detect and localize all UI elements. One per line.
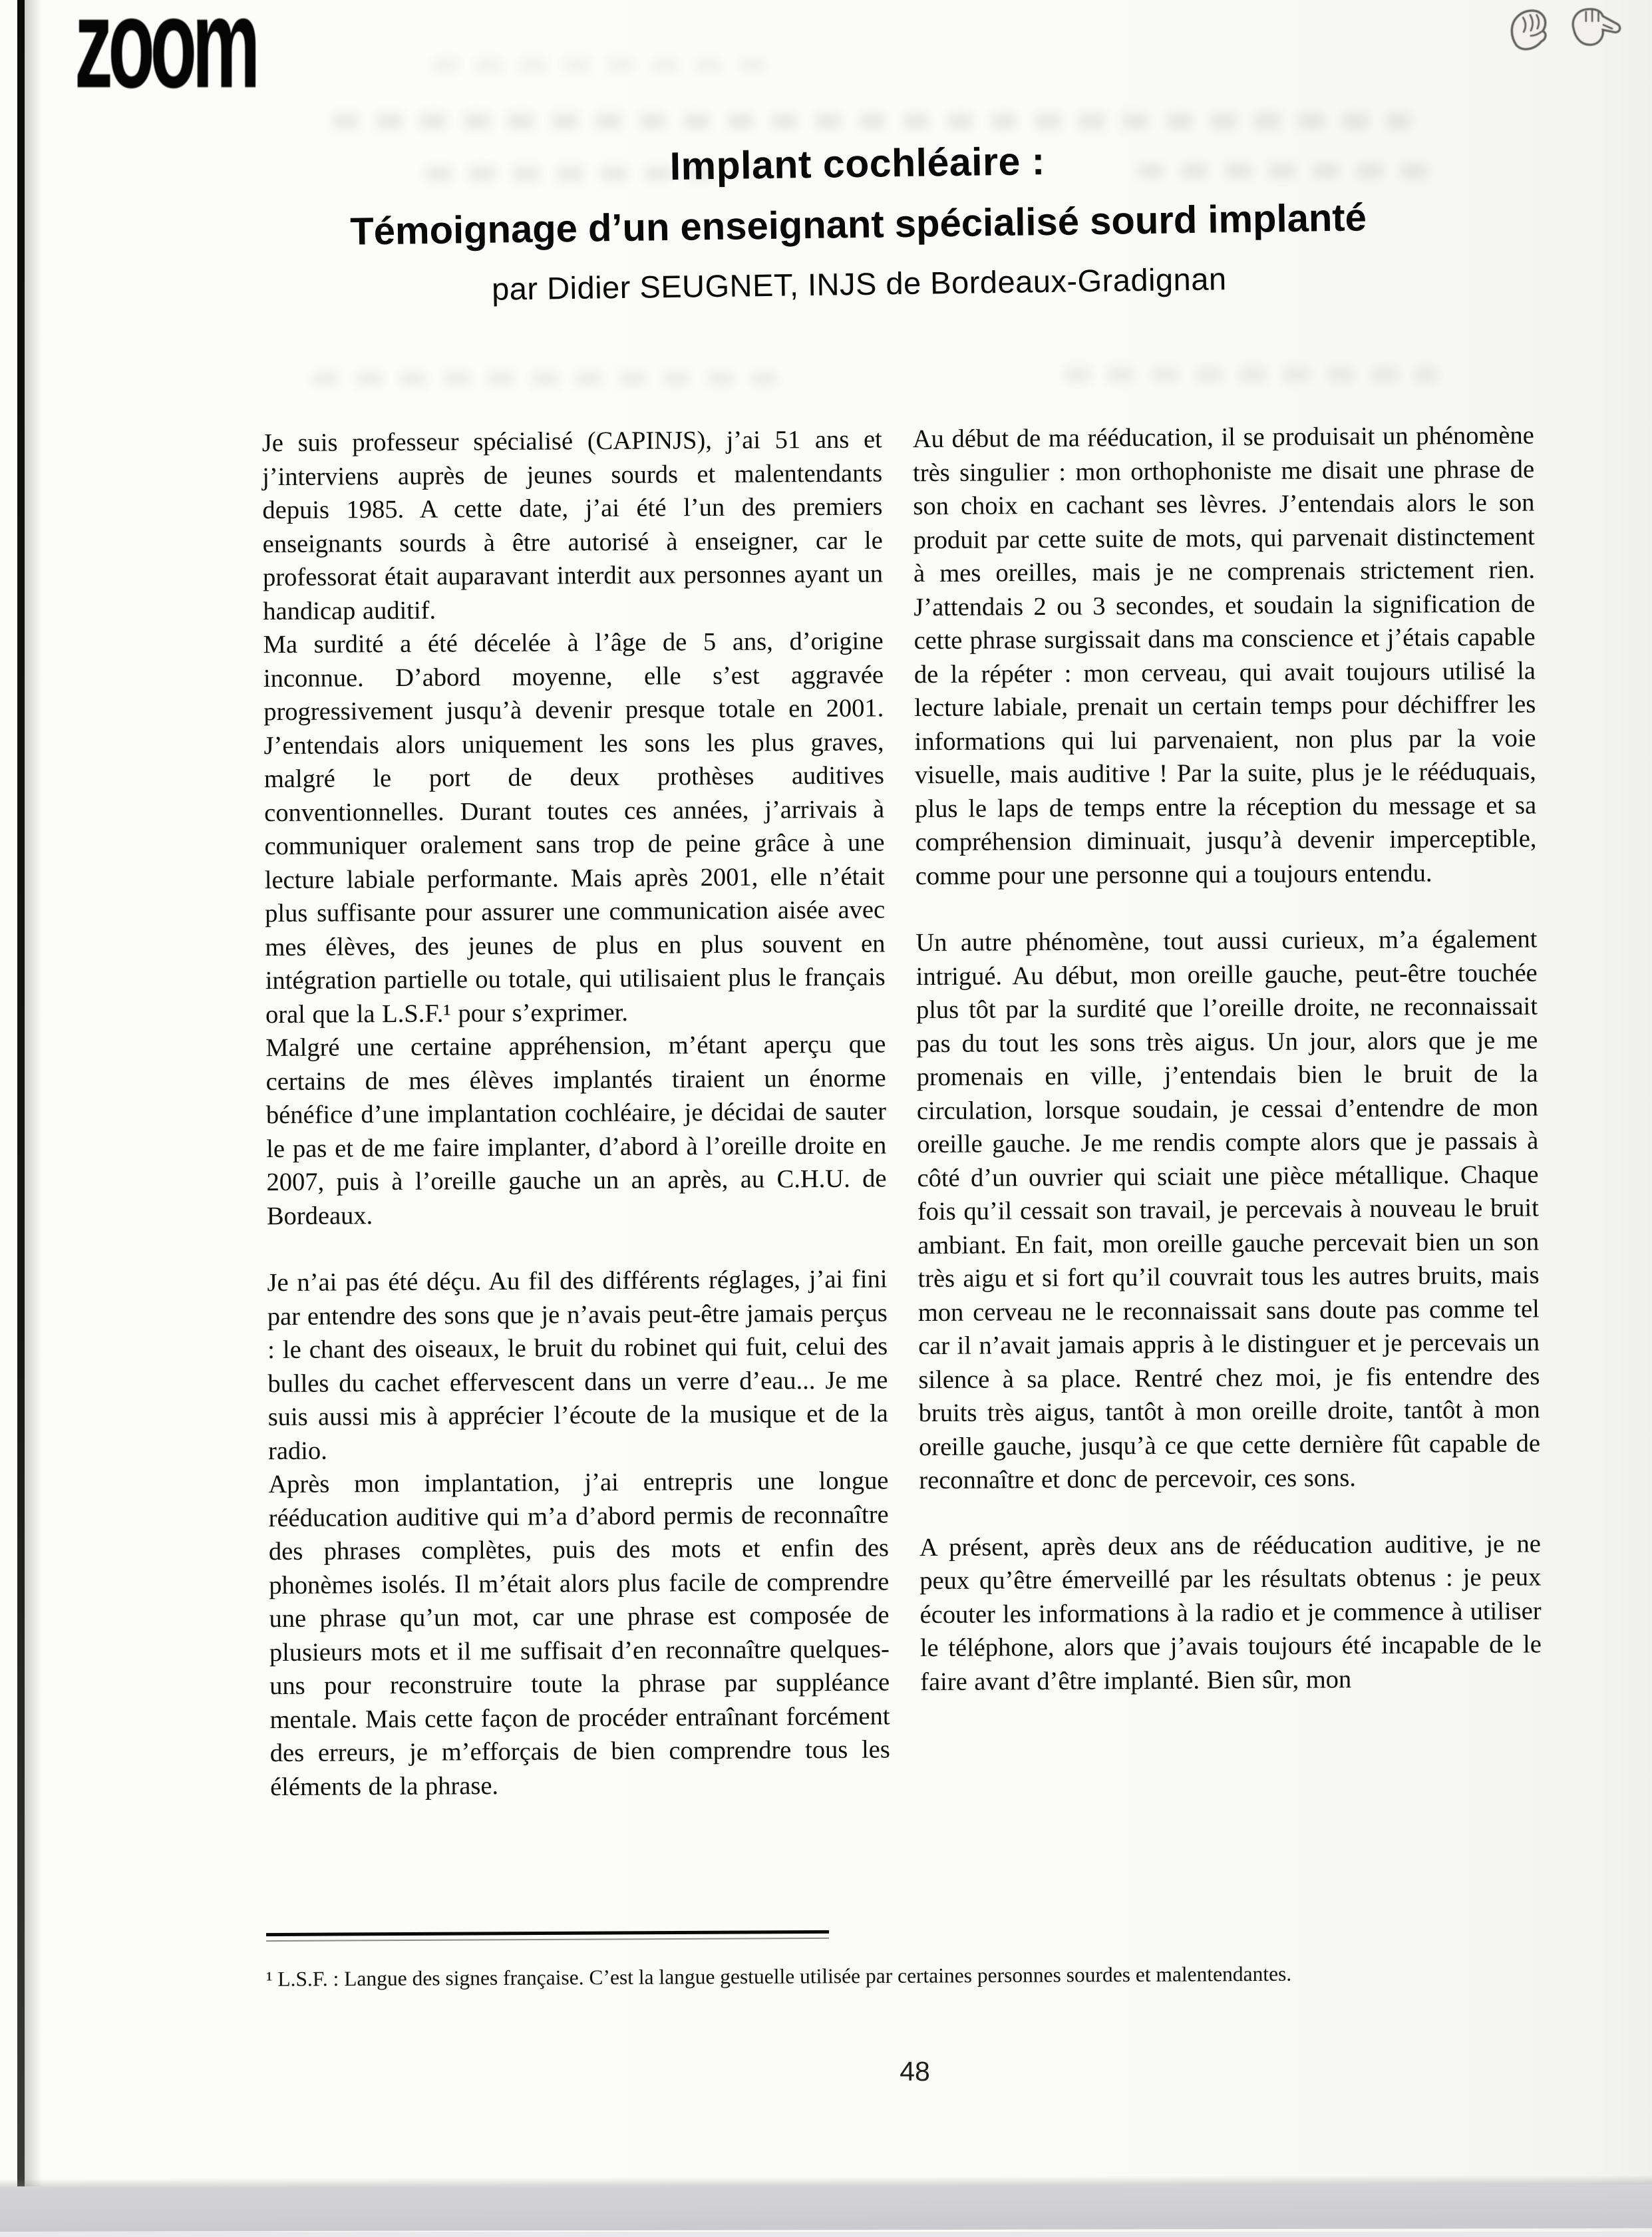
left-column: [262, 423, 891, 1804]
article-title-line2: Témoignage d’un enseignant spécialisé sourd implanté: [100, 192, 1617, 258]
article-byline: par Didier SEUGNET, INJS de Bordeaux-Gradignan: [100, 255, 1618, 313]
footnote: ¹ L.S.F. : Langue des signes française. C’est la langue gestuelle utilisée par certaines personnes sourdes et malentendantes.: [266, 1960, 1487, 1993]
paragraph: Je n’ai pas été déçu. Au fil des différents réglages, j’ai fini par entendre des sons que je n’avais peut-être jamais perçus : le chant des oiseaux, le bruit du robinet qui fuit, celui des bulles du cachet effervescent dans un verre d’eau... Je me suis aussi mis à apprécier l’écoute de la musique et de la radio.: [267, 1262, 888, 1468]
paragraph: Ma surdité a été décelée à l’âge de 5 ans, d’origine inconnue. D’abord moyenne, elle s’est aggravée progressivement jusqu’à devenir presque totale en 2001. J’entendais alors uniquement les sons les plus graves, malgré le port de deux prothèses auditives conventionnelles. Durant toutes ces années, j’arrivais à communiquer oralement sans trop de peine grâce à une lecture labiale performante. Mais après 2001, elle n’était plus suffisante pour assurer une communication aisée avec mes élèves, des jeunes de plus en plus souvent en intégration partielle ou totale, qui utilisaient plus le français oral que la L.S.F.¹ pour s’exprimer.: [263, 624, 886, 1031]
zoom-section-logo: zoom: [75, 0, 255, 116]
paragraph: Au début de ma rééducation, il se produisait un phénomène très singulier : mon orthophoniste me disait une phrase de son choix en cachant ses lèvres. J’entendais alors le son produit par cette suite de mots, qui parvenait distinctement à mes oreilles, mais je ne comprenais strictement rien. J’attendais 2 ou 3 secondes, et soudain la signification de cette phrase surgissait dans ma conscience et j’étais capable de la répéter : mon cerveau, qui avait toujours utilisé la lecture labiale, prenait un certain temps pour déchiffrer les informations qui lui parvenaient, non plus par la voie visuelle, mais auditive ! Par la suite, plus je le rééduquais, plus le laps de temps entre la réception du message et sa compréhension diminuait, jusqu’à devenir imperceptible, comme pour une personne qui a toujours entendu.: [913, 419, 1537, 893]
paragraph: Je suis professeur spécialisé (CAPINJS), j’ai 51 ans et j’interviens auprès de jeunes sourds et malentendants depuis 1985. A cette date, j’ai été l’un des premiers enseignants sourds à être autorisé à enseigner, car le professorat était auparavant interdit aux personnes ayant un handicap auditif.: [262, 423, 884, 628]
paragraph: Un autre phénomène, tout aussi curieux, m’a également intrigué. Au début, mon oreille gauche, peut-être touchée plus tôt par la surdité que l’oreille droite, ne reconnaissait pas du tout les sons très aigus. Un jour, alors que je me promenais en ville, j’entendais bien le bruit de la circulation, lorsque soudain, je cessai d’entendre de mon oreille gauche. Je me rendis compte alors que je passais à côté d’un ouvrier qui sciait une pièce métallique. Chaque fois qu’il cessait son travail, je percevais à nouveau le bruit ambiant. En fait, mon oreille gauche percevait bien un son très aigu et si fort qu’il couvrait tous les autres bruits, mais mon cerveau ne le reconnaissait sans doute pas comme tel car il n’avait jamais appris à le distinguer et je percevais un silence à sa place. Rentré chez moi, je fis entendre des bruits très aigus, tantôt à mon oreille droite, tantôt à mon oreille gauche, jusqu’à ce que cette dernière fût capable de reconnaître et donc de percevoir, ces sons.: [915, 922, 1540, 1497]
right-column: [913, 419, 1542, 1699]
page-number: 48: [862, 2056, 968, 2087]
article-title-line1: Implant cochléaire :: [98, 130, 1616, 197]
paragraph: A présent, après deux ans de rééducation auditive, je ne peux qu’être émerveillé par les résultats obtenus : je peux écouter les informations à la radio et je commence à utiliser le téléphone, alors que j’avais toujours été incapable de le faire avant d’être implanté. Bien sûr, mon: [919, 1527, 1542, 1699]
paragraph: Malgré une certaine appréhension, m’étant aperçu que certains de mes élèves implantés tiraient un énorme bénéfice d’une implantation cochléaire, je décidai de sauter le pas et de me faire implanter, d’abord à l’oreille droite en 2007, puis à l’oreille gauche un an après, au C.H.U. de Bordeaux.: [265, 1027, 887, 1233]
paragraph: Après mon implantation, j’ai entrepris une longue rééducation auditive qui m’a d’abord permis de reconnaître des phrases complètes, puis des mots et enfin des phonèmes isolés. Il m’était alors plus facile de comprendre une phrase qu’un mot, car une phrase est composée de plusieurs mots et il me suffisait d’en reconnaître quelques-uns pour reconstruire toute la phrase par suppléance mentale. Mais cette façon de procéder entraînant forcément des erreurs, je m’efforçais de bien comprendre tous les éléments de la phrase.: [268, 1464, 890, 1804]
